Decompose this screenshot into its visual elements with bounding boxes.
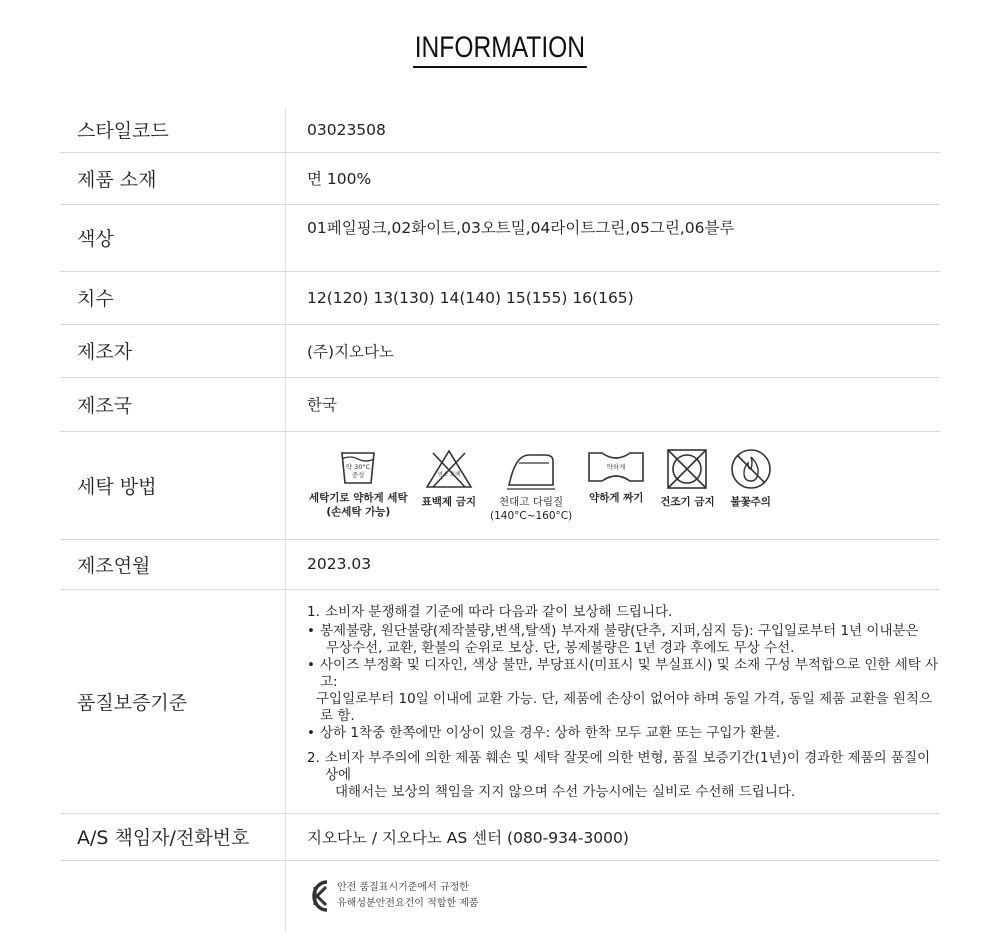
size-label: 치수 — [60, 271, 286, 324]
wash-item-tub — [309, 447, 408, 519]
guarantee-bullet-3-text: 상하 1착중 한쪽에만 이상이 있을 경우: 상하 한착 모두 교환 또는 구입가 환불. — [320, 724, 781, 741]
guarantee-item-2-line-1: 소비자 부주의에 의한 제품 훼손 및 세탁 잘못에 의한 변형, 품질 보증기간(1년)이 경과한 제품의 품질이상에 — [325, 749, 931, 783]
guarantee-item-2-number: 2. — [307, 749, 320, 766]
as-label: A/S 책임자/전화번호 — [60, 813, 286, 860]
guarantee-item-2-line-2: 대해서는 보상의 책임을 지지 않으며 수선 가능시에는 실비로 수선해 드립니다. — [335, 783, 796, 800]
guarantee-value — [286, 589, 941, 813]
no-tumble-dry-icon — [665, 447, 709, 491]
guarantee-text — [307, 590, 940, 813]
kc-empty-label — [60, 860, 286, 932]
iron-icon — [505, 447, 557, 491]
wash-tub-caption: 세탁기로 약하게 세탁 — [309, 492, 408, 504]
washing-value — [286, 431, 941, 539]
product-info-table — [60, 108, 940, 932]
wring-text: 약하게 — [606, 463, 626, 471]
style-code-label: 스타일코드 — [60, 108, 286, 152]
guarantee-item-1-text: 소비자 분쟁해결 기준에 따라 다음과 같이 보상해 드립니다. — [325, 603, 673, 620]
guarantee-label: 품질보증기준 — [60, 589, 286, 813]
row-country — [60, 377, 940, 431]
washing-icons — [307, 447, 940, 523]
kc-mark-icon — [307, 879, 331, 913]
tub-text-temp: 약 30°C — [346, 463, 371, 471]
guarantee-bullet-2-line-2: 구입일로부터 10일 이내에 교환 가능. 단, 제품에 손상이 없어야 하며 동일 가격, 동일 제품 교환을 원칙으로 함. — [316, 690, 933, 724]
style-code-value: 03023508 — [286, 108, 941, 152]
row-guarantee — [60, 589, 940, 813]
wash-item-iron — [490, 447, 572, 523]
color-label: 색상 — [60, 204, 286, 271]
row-as — [60, 813, 940, 860]
kc-text-line-2: 유해성분안전요건이 적합한 제품 — [337, 898, 479, 910]
row-date — [60, 539, 940, 589]
guarantee-item-2 — [307, 750, 940, 801]
guarantee-bullet-1-line-2: 무상수선, 교환, 환불의 순위로 보상. 단, 봉제불량은 1년 경과 후에도 무상 수선. — [326, 639, 795, 656]
guarantee-bullet-1: • 봉제불량, 원단불량(제작불량,변색,탈색) 부자재 불량(단추, 지퍼,심지 등): 구입일로부터 1년 이내분은 무상수선, 교환, 환불의 순위로 보상. 단, 봉제불량은 1년 경과 후에도 무상 수선. — [307, 622, 919, 656]
country-label: 제조국 — [60, 377, 286, 431]
iron-caption: 천대고 다림질 — [499, 496, 564, 508]
guarantee-item-1-number: 1. — [307, 603, 320, 620]
page-title: INFORMATION — [413, 30, 587, 68]
wash-item-bleach — [422, 447, 476, 509]
date-value: 2023.03 — [286, 539, 941, 589]
wash-item-wring — [586, 447, 646, 505]
as-value: 지오다노 / 지오다노 AS 센터 (080-934-3000) — [286, 813, 941, 860]
guarantee-bullet-3: • 상하 1착중 한쪽에만 이상이 있을 경우: 상하 한착 모두 교환 또는 구입가 환불. — [307, 724, 781, 741]
guarantee-bullet-2-line-1: 사이즈 부정확 및 디자인, 색상 불만, 부당표시(미표시 및 부실표시) 및 소재 구성 부적합으로 인한 세탁 사고: — [320, 656, 939, 690]
kc-text-line-1: 안전 품질표시기준에서 규정한 — [337, 882, 469, 894]
row-style-code — [60, 108, 940, 152]
date-label: 제조연월 — [60, 539, 286, 589]
color-value: 01페일핑크,02화이트,03오트밀,04라이트그린,05그린,06블루 — [286, 204, 941, 271]
wash-tub-caption-2: (손세탁 가능) — [326, 506, 391, 518]
guarantee-bullet-1-line-1: 봉제불량, 원단불량(제작불량,변색,탈색) 부자재 불량(단추, 지퍼,심지 등): 구입일로부터 1년 이내분은 — [320, 622, 919, 639]
page-title-wrap — [0, 30, 1000, 68]
maker-value: (주)지오다노 — [286, 324, 941, 377]
row-washing — [60, 431, 940, 539]
washing-label: 세탁 방법 — [60, 431, 286, 539]
no-fire-icon — [729, 447, 773, 491]
kc-value — [286, 860, 941, 932]
no-bleach-icon — [423, 447, 475, 491]
row-maker — [60, 324, 940, 377]
guarantee-item-1 — [307, 604, 940, 621]
guarantee-bullet-2: • 사이즈 부정확 및 디자인, 색상 불만, 부당표시(미표시 및 부실표시) 및 소재 구성 부적합으로 인한 세탁 사고: 구입일로부터 10일 이내에 교환 가능. 단, 제품에 손상이 없어야 하며 동일 가격, 동일 제품 교환을 원칙으로 함. — [307, 656, 939, 724]
material-label: 제품 소재 — [60, 152, 286, 204]
no-dryer-caption: 건조기 금지 — [660, 496, 715, 508]
material-value: 면 100% — [286, 152, 941, 204]
wring-caption: 약하게 짜기 — [589, 492, 644, 504]
wash-item-fire — [729, 447, 773, 509]
size-value: 12(120) 13(130) 14(140) 15(155) 16(165) — [286, 271, 941, 324]
tub-text-neutral: 중성 — [352, 471, 365, 479]
row-color — [60, 204, 940, 271]
no-fire-caption: 불꽃주의 — [730, 496, 771, 508]
row-material — [60, 152, 940, 204]
maker-label: 제조자 — [60, 324, 286, 377]
wring-icon — [586, 447, 646, 487]
row-size — [60, 271, 940, 324]
iron-caption-2: (140°C~160°C) — [489, 510, 573, 522]
no-bleach-caption: 표백제 금지 — [421, 496, 476, 508]
bleach-text: 염소 표백 — [437, 472, 461, 478]
kc-certification — [307, 879, 940, 913]
wash-tub-icon — [338, 447, 378, 487]
row-kc — [60, 860, 940, 932]
wash-item-dryer — [660, 447, 714, 509]
country-value: 한국 — [286, 377, 941, 431]
